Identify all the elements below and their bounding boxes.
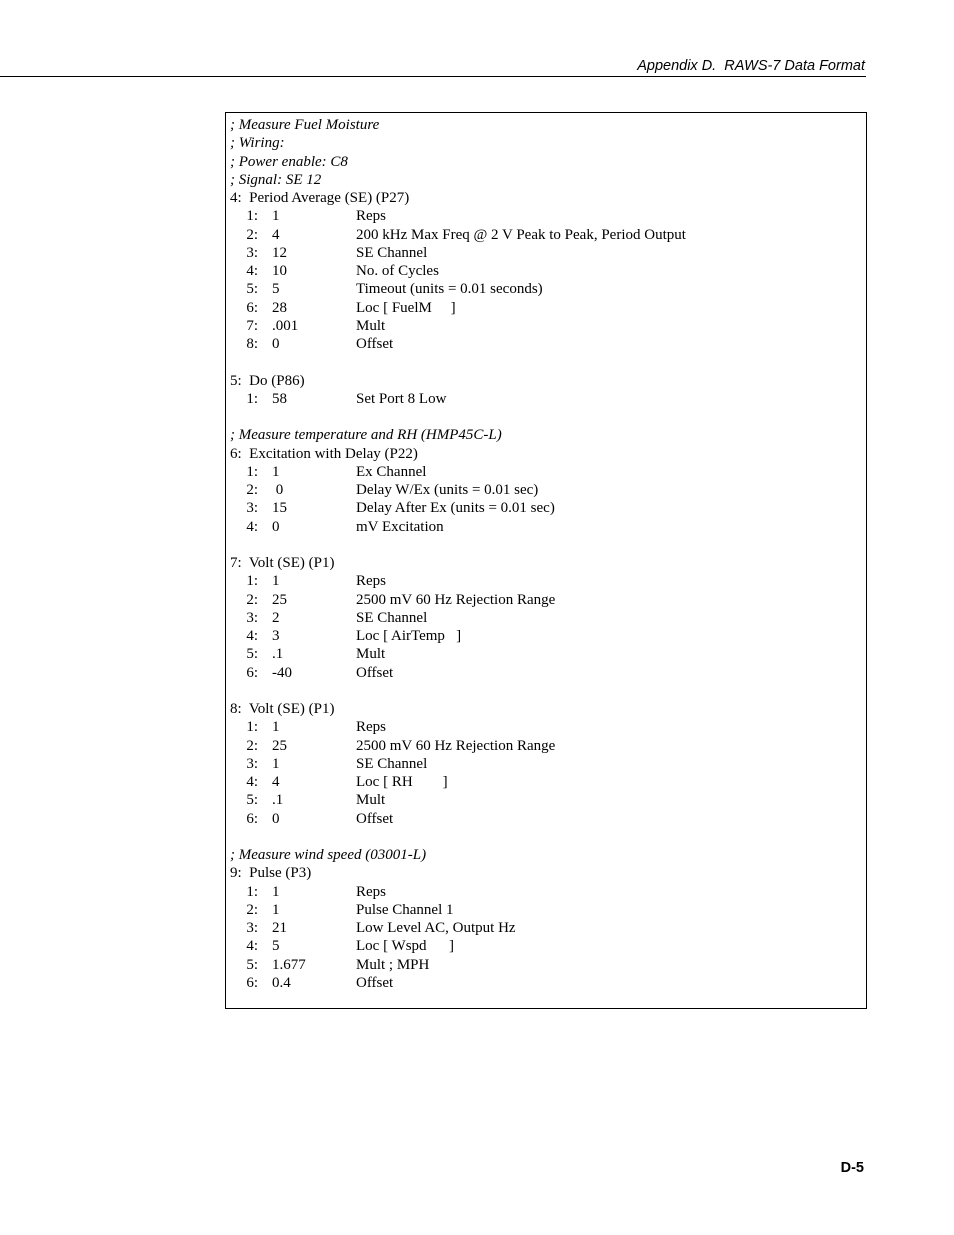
parameter-value: 1	[272, 755, 280, 772]
parameter-line	[230, 207, 502, 225]
parameter-value: 1	[272, 463, 280, 480]
parameter-line	[230, 718, 502, 736]
parameter-description: SE Channel	[356, 609, 428, 626]
parameter-line	[230, 591, 556, 609]
parameter-value: 12	[272, 244, 287, 261]
parameter-description: Mult	[356, 317, 386, 334]
parameter-value: 1	[272, 208, 280, 225]
parameter-description: Pulse Channel 1	[356, 901, 454, 918]
parameter-value: .1	[272, 646, 284, 663]
instruction-line: 6: Excitation with Delay (P22)	[230, 445, 418, 462]
parameter-line	[230, 463, 502, 481]
parameter-line	[230, 244, 502, 262]
blank-line	[230, 536, 502, 554]
parameter-value: 1	[272, 883, 280, 900]
parameter-value: 0	[272, 482, 284, 498]
page-number: D-5	[840, 1160, 864, 1176]
parameter-number: 4:	[246, 263, 258, 279]
parameter-description: Loc [ FuelM ]	[356, 299, 456, 316]
blank-line	[230, 353, 502, 371]
parameter-number: 4:	[246, 628, 258, 644]
parameter-number: 3:	[246, 920, 258, 936]
parameter-number: 2:	[246, 737, 258, 754]
parameter-number: 3:	[246, 244, 258, 261]
instruction-line: 8: Volt (SE) (P1)	[230, 701, 335, 717]
parameter-line	[230, 645, 502, 663]
parameter-value: -40	[272, 664, 292, 681]
parameter-line	[230, 883, 502, 901]
comment-line: ; Measure temperature and RH (HMP45C-L)	[230, 427, 502, 444]
blank-line	[230, 828, 502, 846]
parameter-description: Loc [ Wspd ]	[356, 938, 455, 955]
parameter-description: Ex Channel	[356, 463, 427, 480]
parameter-description: Reps	[356, 208, 386, 225]
parameter-line	[230, 572, 502, 590]
instruction-line: 7: Volt (SE) (P1)	[230, 555, 335, 571]
parameter-line	[230, 299, 502, 317]
parameter-value: 0	[272, 518, 280, 535]
parameter-number: 5:	[246, 281, 258, 298]
parameter-line	[230, 810, 502, 828]
parameter-line	[230, 390, 502, 408]
parameter-number: 2:	[246, 482, 258, 498]
parameter-value: 25	[272, 737, 287, 754]
parameter-description: Set Port 8 Low	[356, 390, 447, 407]
parameter-value: 5	[272, 281, 280, 298]
parameter-description: Offset	[356, 664, 394, 681]
parameter-value: 1	[272, 573, 280, 590]
parameter-number: 6:	[246, 974, 258, 991]
parameter-line	[230, 499, 555, 517]
parameter-line	[230, 262, 502, 280]
parameter-value: 15	[272, 500, 287, 517]
comment-line: ; Signal: SE 12	[230, 171, 322, 188]
parameter-value: 5	[272, 938, 280, 955]
parameter-number: 1:	[246, 883, 258, 900]
parameter-description: Mult ; MPH	[356, 956, 430, 973]
parameter-line	[230, 518, 502, 536]
parameter-value: 10	[272, 263, 287, 279]
parameter-description: Low Level AC, Output Hz	[356, 920, 516, 936]
parameter-description: SE Channel	[356, 755, 428, 772]
parameter-number: 1:	[246, 719, 258, 736]
parameter-line	[230, 937, 502, 955]
parameter-number: 6:	[246, 299, 258, 316]
comment-line: ; Measure wind speed (03001-L)	[230, 847, 427, 863]
parameter-number: 2:	[246, 226, 258, 243]
instruction-line: 5: Do (P86)	[230, 372, 305, 389]
parameter-value: 0.4	[272, 974, 291, 991]
parameter-line	[230, 317, 502, 335]
parameter-number: 6:	[246, 664, 258, 681]
parameter-description: Offset	[356, 974, 394, 991]
parameter-number: 1:	[246, 463, 258, 480]
program-listing-box	[225, 112, 867, 1009]
parameter-value: 0	[272, 810, 280, 827]
parameter-line	[230, 737, 556, 755]
parameter-value: .1	[272, 792, 284, 809]
parameter-number: 1:	[246, 573, 258, 590]
parameter-description: 2500 mV 60 Hz Rejection Range	[356, 591, 556, 608]
parameter-number: 1:	[246, 208, 258, 225]
parameter-line	[230, 280, 543, 298]
parameter-line	[230, 956, 502, 974]
parameter-value: 21	[272, 920, 287, 936]
parameter-description: No. of Cycles	[356, 263, 439, 279]
parameter-number: 3:	[246, 500, 258, 517]
parameter-value: 28	[272, 299, 287, 316]
program-listing	[230, 116, 686, 992]
parameter-description: Reps	[356, 573, 386, 590]
parameter-number: 5:	[246, 792, 258, 809]
parameter-value: 0	[272, 336, 280, 352]
parameter-line	[230, 335, 502, 353]
parameter-description: 2500 mV 60 Hz Rejection Range	[356, 737, 556, 754]
parameter-line	[230, 773, 502, 791]
parameter-description: Delay After Ex (units = 0.01 sec)	[356, 500, 555, 517]
parameter-number: 8:	[246, 336, 258, 352]
parameter-description: Loc [ AirTemp ]	[356, 628, 462, 644]
running-header: Appendix D. RAWS-7 Data Format	[637, 58, 865, 74]
header-rule	[0, 76, 866, 77]
parameter-number: 2:	[246, 591, 258, 608]
parameter-description: Mult	[356, 646, 386, 663]
parameter-number: 7:	[246, 317, 258, 334]
parameter-description: Reps	[356, 719, 386, 736]
parameter-value: 1.677	[272, 956, 306, 973]
parameter-value: 1	[272, 901, 280, 918]
parameter-description: 200 kHz Max Freq @ 2 V Peak to Peak, Period Output	[356, 226, 686, 243]
parameter-description: Delay W/Ex (units = 0.01 sec)	[356, 482, 539, 498]
parameter-line	[230, 974, 502, 992]
blank-line	[230, 682, 502, 700]
parameter-line	[230, 901, 502, 919]
parameter-line	[230, 226, 686, 244]
parameter-description: Mult	[356, 792, 386, 809]
parameter-value: 1	[272, 719, 280, 736]
parameter-number: 4:	[246, 938, 258, 955]
parameter-number: 3:	[246, 755, 258, 772]
parameter-description: SE Channel	[356, 244, 428, 261]
parameter-line	[230, 791, 502, 809]
instruction-line: 9: Pulse (P3)	[230, 865, 312, 882]
parameter-description: Offset	[356, 336, 394, 352]
parameter-line	[230, 664, 502, 682]
parameter-line	[230, 627, 502, 645]
parameter-value: 4	[272, 226, 280, 243]
parameter-line	[230, 919, 516, 937]
parameter-number: 6:	[246, 810, 258, 827]
parameter-value: 25	[272, 591, 287, 608]
blank-line	[230, 408, 502, 426]
parameter-description: Offset	[356, 810, 394, 827]
parameter-description: Loc [ RH ]	[356, 774, 448, 790]
parameter-value: .001	[272, 317, 299, 334]
parameter-value: 58	[272, 390, 287, 407]
parameter-number: 5:	[246, 956, 258, 973]
parameter-value: 4	[272, 774, 280, 790]
comment-line: ; Power enable: C8	[230, 153, 348, 170]
parameter-line	[230, 481, 539, 499]
parameter-number: 1:	[246, 390, 258, 407]
parameter-line	[230, 609, 502, 627]
parameter-description: Timeout (units = 0.01 seconds)	[356, 281, 543, 298]
comment-line: ; Wiring:	[230, 135, 285, 152]
parameter-number: 2:	[246, 901, 258, 918]
parameter-number: 4:	[246, 518, 258, 535]
parameter-line	[230, 755, 502, 773]
parameter-description: mV Excitation	[356, 518, 444, 535]
parameter-value: 3	[272, 628, 280, 644]
parameter-number: 4:	[246, 774, 258, 790]
parameter-number: 5:	[246, 646, 258, 663]
comment-line: ; Measure Fuel Moisture	[230, 117, 380, 133]
parameter-description: Reps	[356, 883, 386, 900]
instruction-line: 4: Period Average (SE) (P27)	[230, 190, 410, 206]
parameter-value: 2	[272, 609, 280, 626]
parameter-number: 3:	[246, 609, 258, 626]
